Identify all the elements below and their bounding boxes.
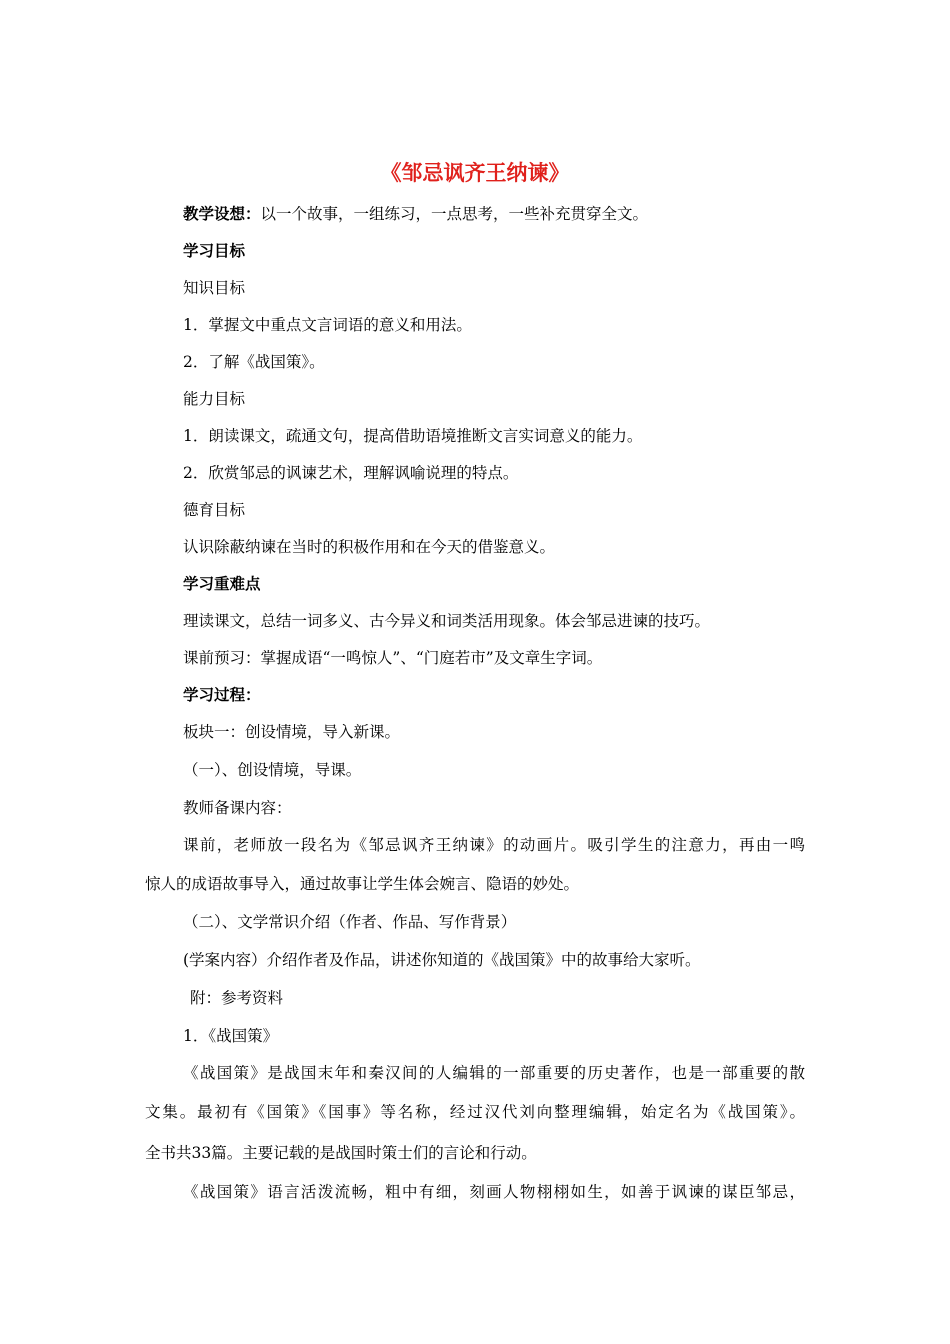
ability-item: 2．欣赏邹忌的讽谏艺术，理解讽喻说理的特点。	[183, 464, 519, 482]
sub-section-two: （二）、文学常识介绍（作者、作品、写作背景）	[183, 913, 517, 931]
case-content: (学案内容）介绍作者及作品，讲述你知道的《战国策》中的故事给大家听。	[183, 951, 701, 969]
teaching-design-label: 教学设想：	[183, 204, 261, 223]
paragraph-line: 《战国策》是战国末年和秦汉间的人编辑的一部重要的历史著作，也是一部重要的散	[183, 1064, 805, 1082]
difficulties-text: 理读课文，总结一词多义、古今异义和词类活用现象。体会邹忌进谏的技巧。	[183, 612, 711, 630]
moral-heading: 德育目标	[183, 501, 246, 519]
objectives-heading: 学习目标	[183, 241, 246, 260]
block-one: 板块一：创设情境，导入新课。	[183, 723, 401, 741]
teaching-design-text: 以一个故事，一组练习，一点思考，一些补充贯穿全文。	[260, 205, 649, 223]
paragraph-line: 全书共33篇。主要记载的是战国时策士们的言论和行动。	[145, 1144, 537, 1162]
difficulties-heading: 学习重难点	[183, 574, 261, 593]
appendix-label: 附：参考资料	[190, 989, 284, 1007]
paragraph-line: 课前，老师放一段名为《邹忌讽齐王纳谏》的动画片。吸引学生的注意力，再由一鸣	[183, 836, 805, 854]
paragraph-line: 惊人的成语故事导入，通过故事让学生体会婉言、隐语的妙处。	[145, 875, 580, 893]
sub-section-one: （一）、创设情境，导课。	[183, 761, 362, 779]
knowledge-item: 2．了解《战国策》。	[183, 353, 325, 371]
knowledge-item: 1．掌握文中重点文言词语的意义和用法。	[183, 316, 472, 334]
document-title: 《邹忌讽齐王纳谏》	[380, 160, 570, 185]
knowledge-heading: 知识目标	[183, 279, 246, 297]
ability-item: 1．朗读课文，疏通文句，提高借助语境推断文言实词意义的能力。	[183, 427, 643, 445]
teacher-content-label: 教师备课内容：	[183, 799, 292, 817]
moral-text: 认识除蔽纳谏在当时的积极作用和在今天的借鉴意义。	[183, 538, 556, 556]
teaching-design	[183, 203, 648, 225]
process-heading: 学习过程：	[183, 685, 261, 704]
ability-heading: 能力目标	[183, 390, 246, 408]
paragraph-line: 文集。最初有《国策》《国事》等名称，经过汉代刘向整理编辑，始定名为《战国策》。	[145, 1103, 805, 1121]
paragraph-line: 《战国策》语言活泼流畅，粗中有细，刻画人物栩栩如生，如善于讽谏的谋臣邹忌，	[183, 1183, 805, 1201]
reference-item: 1．《战国策》	[183, 1027, 279, 1045]
preview-text: 课前预习：掌握成语“一鸣惊人”、“门庭若市”及文章生字词。	[183, 649, 603, 667]
